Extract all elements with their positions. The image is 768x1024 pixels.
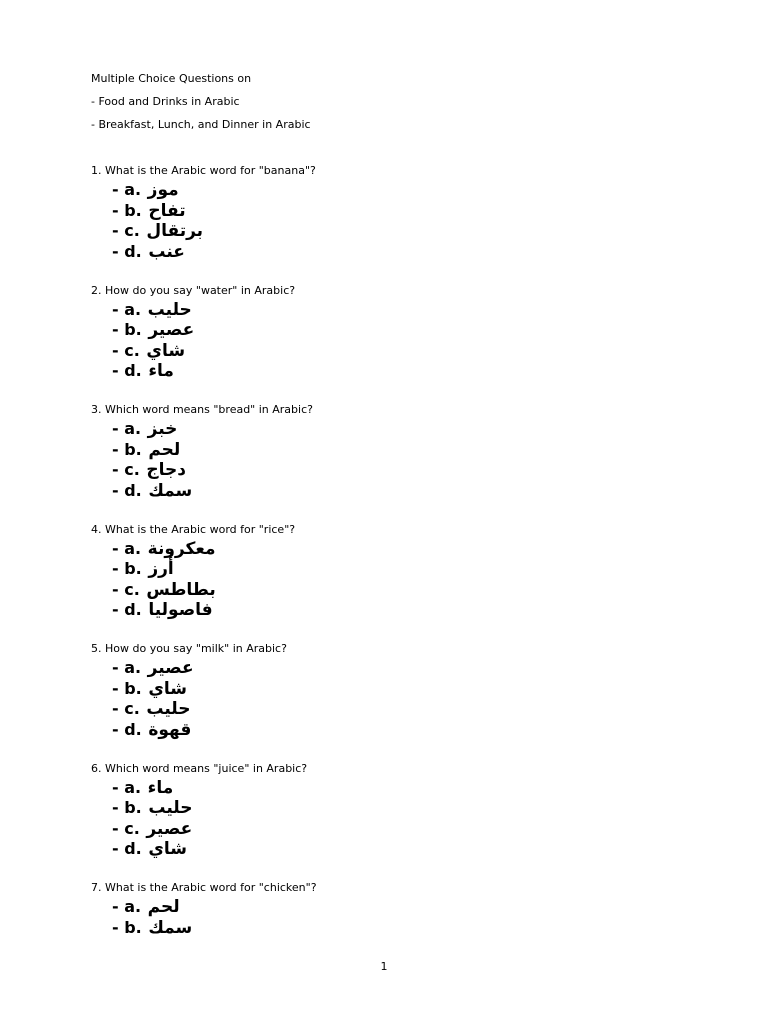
option-c	[112, 460, 317, 481]
question-text: 3. Which word means "bread" in Arabic?	[91, 403, 313, 416]
option-letter: - c.	[112, 221, 140, 240]
option-arabic-word: حليب	[148, 798, 193, 818]
option-arabic-word: سمك	[148, 917, 193, 938]
option-a	[112, 539, 317, 560]
question-3	[91, 403, 317, 523]
option-letter: - d.	[112, 600, 142, 619]
header-title: Multiple Choice Questions on	[91, 72, 252, 85]
option-d	[112, 839, 317, 860]
option-arabic-word: قهوة	[148, 719, 192, 740]
option-b	[112, 440, 317, 461]
option-arabic-word: برتقال	[146, 221, 204, 241]
option-arabic-word: بطاطس	[146, 579, 216, 600]
option-letter: - a.	[112, 419, 142, 438]
option-d	[112, 481, 317, 502]
option-arabic-word: عنب	[148, 241, 185, 262]
question-text: 7. What is the Arabic word for "chicken"?	[91, 881, 317, 894]
question-text: 6. Which word means "juice" in Arabic?	[91, 761, 308, 775]
option-c	[112, 819, 317, 840]
option-letter: - a.	[112, 777, 142, 797]
option-arabic-word: لحم	[147, 897, 180, 917]
question-5	[91, 642, 317, 762]
option-arabic-word: فاصوليا	[148, 600, 213, 620]
option-letter: - b.	[112, 320, 142, 339]
option-letter: - d.	[112, 241, 142, 261]
option-arabic-word: حليب	[146, 699, 191, 719]
option-letter: - a.	[112, 658, 142, 677]
option-b	[112, 320, 317, 341]
option-a	[112, 658, 317, 679]
option-arabic-word: شاي	[146, 340, 186, 361]
option-a	[112, 419, 317, 440]
option-arabic-word: ماء	[147, 777, 174, 798]
option-letter: - a.	[112, 897, 142, 916]
option-letter: - d.	[112, 719, 142, 739]
option-arabic-word: عصير	[148, 320, 195, 340]
option-letter: - c.	[112, 460, 140, 479]
option-arabic-word: موز	[147, 180, 179, 200]
option-letter: - d.	[112, 361, 142, 380]
option-d	[112, 600, 317, 621]
option-c	[112, 699, 317, 720]
option-letter: - b.	[112, 200, 142, 220]
question-text: 4. What is the Arabic word for "rice"?	[91, 522, 296, 536]
option-arabic-word: عصير	[146, 818, 193, 839]
option-b	[112, 201, 317, 222]
option-letter: - b.	[112, 678, 142, 698]
option-c	[112, 341, 317, 362]
option-a	[112, 180, 317, 201]
option-a	[112, 300, 317, 321]
question-4	[91, 523, 317, 643]
option-a	[112, 778, 317, 799]
option-a	[112, 897, 317, 918]
question-6	[91, 762, 317, 882]
option-arabic-word: معكرونة	[147, 538, 216, 559]
option-letter: - c.	[112, 699, 140, 718]
option-letter: - c.	[112, 579, 140, 599]
header-topic-food-drinks: - Food and Drinks in Arabic	[91, 95, 240, 108]
option-c	[112, 221, 317, 242]
question-1	[91, 164, 317, 284]
option-d	[112, 720, 317, 741]
option-letter: - d.	[112, 480, 142, 500]
option-letter: - b.	[112, 559, 142, 578]
option-arabic-word: أرز	[148, 559, 174, 579]
option-c	[112, 580, 317, 601]
option-b	[112, 798, 317, 819]
option-d	[112, 361, 317, 382]
option-b	[112, 679, 317, 700]
option-letter: - a.	[112, 299, 142, 319]
option-b	[112, 559, 317, 580]
question-text: 1. What is the Arabic word for "banana"?	[91, 164, 316, 177]
option-arabic-word: عصير	[147, 658, 194, 678]
question-text: 5. How do you say "milk" in Arabic?	[91, 642, 287, 655]
document-header	[91, 72, 311, 141]
option-arabic-word: لحم	[148, 439, 181, 460]
option-d	[112, 242, 317, 263]
option-letter: - a.	[112, 538, 142, 558]
option-arabic-word: حليب	[147, 299, 192, 320]
option-letter: - b.	[112, 917, 142, 937]
option-arabic-word: خبز	[147, 419, 178, 439]
option-letter: - b.	[112, 798, 142, 817]
option-arabic-word: سمك	[148, 480, 193, 501]
header-topic-meals: - Breakfast, Lunch, and Dinner in Arabic	[91, 118, 311, 131]
option-b	[112, 918, 317, 939]
option-arabic-word: شاي	[148, 839, 188, 859]
option-arabic-word: شاي	[148, 678, 188, 699]
question-text: 2. How do you say "water" in Arabic?	[91, 283, 296, 297]
option-arabic-word: دجاج	[146, 460, 186, 480]
option-letter: - c.	[112, 340, 140, 360]
question-2	[91, 284, 317, 404]
question-7	[91, 881, 317, 1001]
option-letter: - c.	[112, 818, 140, 838]
option-letter: - a.	[112, 180, 142, 199]
page-number: 1	[380, 960, 388, 973]
option-arabic-word: تفاح	[148, 200, 186, 221]
option-letter: - b.	[112, 439, 142, 459]
question-list	[91, 164, 317, 1001]
option-arabic-word: ماء	[148, 361, 174, 381]
option-letter: - d.	[112, 839, 142, 858]
